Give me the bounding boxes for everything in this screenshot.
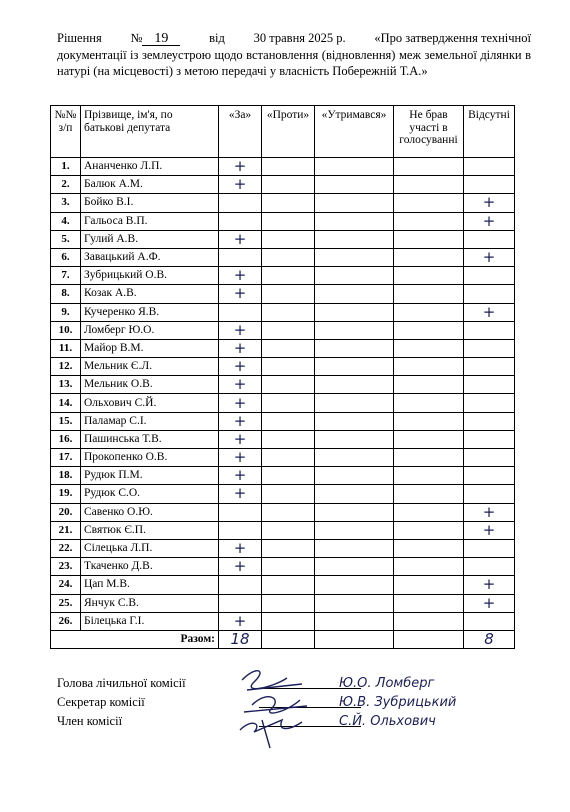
mark-vidsutni [464, 449, 515, 467]
mark-ne-brav [394, 612, 464, 630]
table-row [51, 230, 515, 248]
total-za: 18 [219, 630, 262, 648]
table-row [51, 267, 515, 285]
mark-utrymavsia [315, 212, 394, 230]
mark-proty [262, 412, 315, 430]
mark-proty [262, 303, 315, 321]
mark-za: + [219, 558, 262, 576]
row-name: Сілецька Л.П. [81, 539, 219, 557]
decision-label: Рішення [57, 31, 102, 45]
total-proty [262, 630, 315, 648]
signature-name: Ю.О. Ломберг [339, 676, 435, 691]
row-name: Зубрицький О.В. [81, 267, 219, 285]
row-name: Ткаченко Д.В. [81, 558, 219, 576]
table-row [51, 285, 515, 303]
table-row [51, 594, 515, 612]
document-header [57, 30, 531, 80]
col-ne-brav: Не брав участі в голосуванні [394, 106, 464, 158]
row-number: 5. [51, 230, 81, 248]
row-name: Ломберг Ю.О. [81, 321, 219, 339]
mark-ne-brav [394, 467, 464, 485]
mark-vidsutni [464, 376, 515, 394]
mark-za: + [219, 176, 262, 194]
row-name: Козак А.В. [81, 285, 219, 303]
table-row [51, 303, 515, 321]
mark-ne-brav [394, 321, 464, 339]
mark-utrymavsia [315, 358, 394, 376]
mark-proty [262, 430, 315, 448]
total-ne-brav [394, 630, 464, 648]
table-row [51, 467, 515, 485]
mark-utrymavsia [315, 394, 394, 412]
col-vidsutni: Відсутні [464, 106, 515, 158]
signature-name: Ю.В. Зубрицький [339, 695, 457, 710]
mark-za [219, 576, 262, 594]
mark-utrymavsia [315, 194, 394, 212]
mark-ne-brav [394, 539, 464, 557]
mark-za [219, 248, 262, 266]
mark-proty [262, 576, 315, 594]
row-name: Рудюк П.М. [81, 467, 219, 485]
mark-ne-brav [394, 194, 464, 212]
mark-proty [262, 194, 315, 212]
decision-title-start: «Про затвердження технічної [374, 31, 531, 45]
row-name: Гальоса В.П. [81, 212, 219, 230]
row-number: 3. [51, 194, 81, 212]
table-row [51, 576, 515, 594]
signature-role: Член комісії [57, 714, 123, 728]
mark-ne-brav [394, 376, 464, 394]
mark-za: + [219, 158, 262, 176]
mark-vidsutni [464, 267, 515, 285]
mark-utrymavsia [315, 503, 394, 521]
row-number: 7. [51, 267, 81, 285]
mark-proty [262, 449, 315, 467]
mark-vidsutni [464, 430, 515, 448]
mark-vidsutni: + [464, 576, 515, 594]
header-line-1 [57, 30, 531, 47]
mark-proty [262, 248, 315, 266]
row-number: 2. [51, 176, 81, 194]
mark-vidsutni: + [464, 248, 515, 266]
table-row [51, 358, 515, 376]
mark-za: + [219, 430, 262, 448]
mark-ne-brav [394, 576, 464, 594]
mark-vidsutni [464, 358, 515, 376]
mark-utrymavsia [315, 539, 394, 557]
mark-vidsutni [464, 485, 515, 503]
decision-date: 30 травня 2025 р. [253, 31, 346, 45]
mark-ne-brav [394, 394, 464, 412]
mark-za: + [219, 321, 262, 339]
row-number: 8. [51, 285, 81, 303]
mark-za: + [219, 285, 262, 303]
row-number: 15. [51, 412, 81, 430]
row-name: Святюк Є.П. [81, 521, 219, 539]
from-label: від [209, 31, 225, 45]
mark-ne-brav [394, 303, 464, 321]
row-number: 4. [51, 212, 81, 230]
table-header-row [51, 106, 515, 158]
mark-utrymavsia [315, 158, 394, 176]
mark-utrymavsia [315, 612, 394, 630]
decision-title-rest: документації із землеустрою щодо встановлення (відновлення) меж земельної ділянки в натурі (на місцевості) з метою передачі у власність Побережній Т.А.» [57, 47, 531, 78]
row-name: Бойко В.І. [81, 194, 219, 212]
table-row [51, 430, 515, 448]
mark-proty [262, 158, 315, 176]
mark-vidsutni [464, 412, 515, 430]
mark-vidsutni [464, 394, 515, 412]
table-row [51, 612, 515, 630]
row-name: Ольхович С.Й. [81, 394, 219, 412]
mark-proty [262, 230, 315, 248]
signature-name: С.Й. Ольхович [339, 714, 436, 729]
mark-za [219, 212, 262, 230]
total-label: Разом: [51, 630, 219, 648]
mark-proty [262, 485, 315, 503]
mark-utrymavsia [315, 558, 394, 576]
mark-ne-brav [394, 230, 464, 248]
mark-za [219, 594, 262, 612]
row-name: Прокопенко О.В. [81, 449, 219, 467]
mark-vidsutni: + [464, 212, 515, 230]
mark-vidsutni [464, 321, 515, 339]
mark-vidsutni: + [464, 194, 515, 212]
mark-vidsutni [464, 176, 515, 194]
mark-proty [262, 267, 315, 285]
mark-za: + [219, 267, 262, 285]
mark-ne-brav [394, 339, 464, 357]
handwritten-signatures [232, 660, 322, 750]
mark-za [219, 194, 262, 212]
mark-za: + [219, 467, 262, 485]
row-number: 19. [51, 485, 81, 503]
row-number: 11. [51, 339, 81, 357]
mark-proty [262, 594, 315, 612]
mark-utrymavsia [315, 594, 394, 612]
col-name: Прізвище, ім'я, по батькові депутата [81, 106, 219, 158]
mark-utrymavsia [315, 176, 394, 194]
mark-za: + [219, 412, 262, 430]
table-row [51, 485, 515, 503]
mark-utrymavsia [315, 267, 394, 285]
table-row [51, 449, 515, 467]
row-number: 24. [51, 576, 81, 594]
mark-ne-brav [394, 594, 464, 612]
mark-utrymavsia [315, 521, 394, 539]
mark-utrymavsia [315, 230, 394, 248]
table-row [51, 539, 515, 557]
row-name: Рудюк С.О. [81, 485, 219, 503]
total-vidsutni: 8 [464, 630, 515, 648]
table-row [51, 339, 515, 357]
mark-vidsutni: + [464, 594, 515, 612]
row-number: 23. [51, 558, 81, 576]
mark-proty [262, 503, 315, 521]
mark-ne-brav [394, 176, 464, 194]
voting-table [50, 105, 515, 649]
mark-ne-brav [394, 449, 464, 467]
col-number: №№ з/п [51, 106, 81, 158]
mark-proty [262, 339, 315, 357]
mark-vidsutni [464, 539, 515, 557]
row-name: Савенко О.Ю. [81, 503, 219, 521]
row-name: Гулий А.В. [81, 230, 219, 248]
row-name: Мельник О.В. [81, 376, 219, 394]
mark-ne-brav [394, 267, 464, 285]
table-row [51, 158, 515, 176]
mark-ne-brav [394, 485, 464, 503]
mark-proty [262, 376, 315, 394]
number-sign: № [130, 31, 143, 45]
row-name: Ананченко Л.П. [81, 158, 219, 176]
table-row [51, 558, 515, 576]
table-row [51, 503, 515, 521]
mark-za: + [219, 394, 262, 412]
mark-utrymavsia [315, 430, 394, 448]
mark-proty [262, 612, 315, 630]
table-row [51, 194, 515, 212]
mark-vidsutni [464, 158, 515, 176]
row-name: Кучеренко Я.В. [81, 303, 219, 321]
row-number: 20. [51, 503, 81, 521]
mark-vidsutni: + [464, 303, 515, 321]
mark-ne-brav [394, 503, 464, 521]
table-row [51, 521, 515, 539]
mark-vidsutni [464, 339, 515, 357]
mark-proty [262, 285, 315, 303]
signature-role: Голова лічильної комісії [57, 676, 186, 690]
mark-proty [262, 394, 315, 412]
mark-proty [262, 358, 315, 376]
mark-ne-brav [394, 558, 464, 576]
total-utr [315, 630, 394, 648]
row-name: Балюк А.М. [81, 176, 219, 194]
row-name: Пашинська Т.В. [81, 430, 219, 448]
row-number: 25. [51, 594, 81, 612]
mark-utrymavsia [315, 285, 394, 303]
mark-za [219, 303, 262, 321]
table-row [51, 412, 515, 430]
mark-ne-brav [394, 358, 464, 376]
row-number: 16. [51, 430, 81, 448]
mark-za: + [219, 485, 262, 503]
row-name: Завацький А.Ф. [81, 248, 219, 266]
mark-ne-brav [394, 158, 464, 176]
mark-proty [262, 467, 315, 485]
row-number: 12. [51, 358, 81, 376]
mark-ne-brav [394, 430, 464, 448]
mark-vidsutni [464, 612, 515, 630]
row-number: 17. [51, 449, 81, 467]
signature-role: Секретар комісії [57, 695, 145, 709]
mark-za: + [219, 612, 262, 630]
table-row [51, 176, 515, 194]
mark-vidsutni [464, 467, 515, 485]
mark-za: + [219, 449, 262, 467]
mark-utrymavsia [315, 248, 394, 266]
table-row [51, 321, 515, 339]
mark-za [219, 521, 262, 539]
total-row [51, 630, 515, 648]
mark-za: + [219, 358, 262, 376]
mark-proty [262, 539, 315, 557]
row-number: 6. [51, 248, 81, 266]
mark-utrymavsia [315, 303, 394, 321]
row-name: Білецька Г.І. [81, 612, 219, 630]
mark-vidsutni [464, 230, 515, 248]
mark-utrymavsia [315, 485, 394, 503]
row-number: 22. [51, 539, 81, 557]
mark-utrymavsia [315, 449, 394, 467]
row-number: 18. [51, 467, 81, 485]
mark-utrymavsia [315, 376, 394, 394]
mark-proty [262, 321, 315, 339]
row-number: 1. [51, 158, 81, 176]
row-name: Майор В.М. [81, 339, 219, 357]
row-number: 13. [51, 376, 81, 394]
mark-utrymavsia [315, 321, 394, 339]
mark-vidsutni: + [464, 521, 515, 539]
mark-proty [262, 558, 315, 576]
table-row [51, 212, 515, 230]
table-row [51, 394, 515, 412]
row-name: Мельник Є.Л. [81, 358, 219, 376]
col-proty: «Проти» [262, 106, 315, 158]
mark-utrymavsia [315, 412, 394, 430]
col-za: «За» [219, 106, 262, 158]
row-name: Цап М.В. [81, 576, 219, 594]
mark-ne-brav [394, 212, 464, 230]
mark-vidsutni [464, 558, 515, 576]
row-number: 26. [51, 612, 81, 630]
mark-ne-brav [394, 412, 464, 430]
mark-ne-brav [394, 248, 464, 266]
mark-utrymavsia [315, 339, 394, 357]
mark-proty [262, 212, 315, 230]
row-number: 14. [51, 394, 81, 412]
row-name: Янчук С.В. [81, 594, 219, 612]
row-number: 10. [51, 321, 81, 339]
table-row [51, 248, 515, 266]
row-number: 9. [51, 303, 81, 321]
table-row [51, 376, 515, 394]
mark-za: + [219, 376, 262, 394]
mark-utrymavsia [315, 576, 394, 594]
mark-utrymavsia [315, 467, 394, 485]
mark-za: + [219, 539, 262, 557]
row-name: Паламар С.І. [81, 412, 219, 430]
mark-ne-brav [394, 285, 464, 303]
mark-za [219, 503, 262, 521]
mark-ne-brav [394, 521, 464, 539]
mark-za: + [219, 230, 262, 248]
mark-vidsutni: + [464, 503, 515, 521]
mark-proty [262, 521, 315, 539]
mark-proty [262, 176, 315, 194]
mark-vidsutni [464, 285, 515, 303]
mark-za: + [219, 339, 262, 357]
row-number: 21. [51, 521, 81, 539]
col-utrymavsia: «Утримався» [315, 106, 394, 158]
decision-number: 19 [142, 32, 180, 46]
